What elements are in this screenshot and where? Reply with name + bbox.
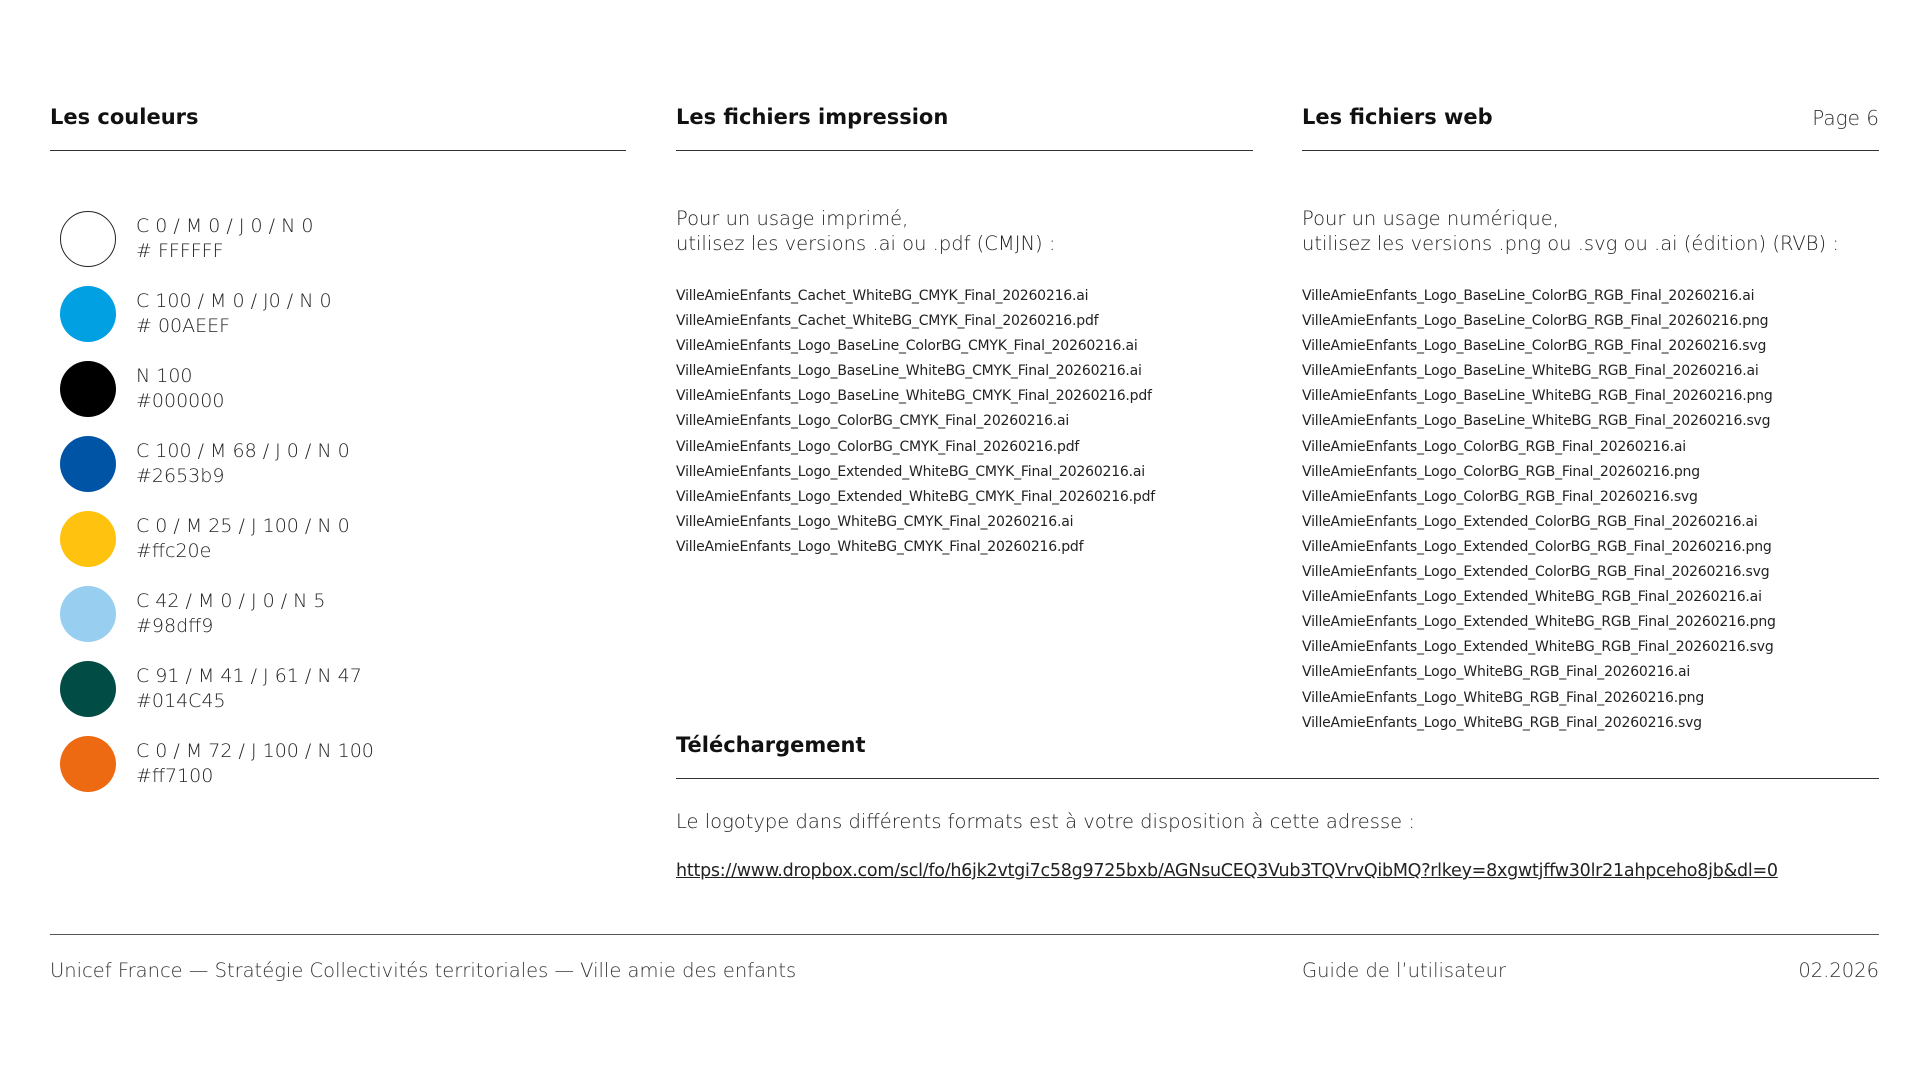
color-swatch-values (136, 364, 224, 414)
print-file-item: VilleAmieEnfants_Logo_WhiteBG_CMYK_Final_20260216.pdf (676, 538, 1084, 555)
colors-section-divider (50, 150, 626, 151)
print-files-section (676, 102, 1253, 555)
print-file-item: VilleAmieEnfants_Logo_Extended_WhiteBG_CMYK_Final_20260216.ai (676, 463, 1145, 480)
web-file-item: VilleAmieEnfants_Logo_BaseLine_WhiteBG_RGB_Final_20260216.png (1302, 388, 1773, 405)
web-file-item: VilleAmieEnfants_Logo_BaseLine_WhiteBG_RGB_Final_20260216.svg (1302, 413, 1771, 430)
color-swatch-values (136, 214, 313, 264)
print-file-list (676, 284, 1155, 560)
color-cmyk-value: C 0 / M 0 / J 0 / N 0 (136, 214, 314, 237)
web-file-item: VilleAmieEnfants_Logo_Extended_ColorBG_RGB_Final_20260216.png (1302, 538, 1772, 555)
color-swatch-row (60, 351, 374, 426)
color-hex-value: #000000 (136, 389, 225, 412)
color-hex-value: # FFFFFF (136, 239, 224, 262)
web-files-intro (1302, 206, 1839, 256)
print-files-divider (676, 150, 1253, 151)
color-hex-value: # 00AEEF (136, 314, 231, 337)
print-file-item: VilleAmieEnfants_Cachet_WhiteBG_CMYK_Final_20260216.ai (676, 288, 1089, 304)
color-hex-value: #ffc20e (136, 539, 212, 562)
color-swatch-values (136, 589, 326, 639)
color-hex-value: #014C45 (136, 689, 226, 712)
page-number: Page 6 (1812, 106, 1879, 130)
color-swatch-circle (60, 436, 116, 492)
download-title: Téléchargement (676, 733, 866, 757)
print-file-item: VilleAmieEnfants_Logo_BaseLine_WhiteBG_CMYK_Final_20260216.pdf (676, 388, 1152, 405)
download-divider (676, 778, 1879, 779)
print-file-item: VilleAmieEnfants_Logo_ColorBG_CMYK_Final_20260216.pdf (676, 438, 1080, 455)
color-swatch-circle (60, 736, 116, 792)
print-file-item: VilleAmieEnfants_Cachet_WhiteBG_CMYK_Final_20260216.pdf (676, 313, 1099, 330)
print-file-item: VilleAmieEnfants_Logo_Extended_WhiteBG_CMYK_Final_20260216.pdf (676, 488, 1155, 505)
footer-date: 02.2026 (1798, 959, 1879, 982)
color-swatch-circle (60, 661, 116, 717)
web-file-item: VilleAmieEnfants_Logo_BaseLine_ColorBG_RGB_Final_20260216.ai (1302, 288, 1755, 304)
color-swatch-circle (60, 586, 116, 642)
color-cmyk-value: C 100 / M 0 / J0 / N 0 (136, 289, 332, 312)
web-file-item: VilleAmieEnfants_Logo_WhiteBG_RGB_Final_20260216.png (1302, 689, 1705, 706)
web-file-item: VilleAmieEnfants_Logo_Extended_WhiteBG_RGB_Final_20260216.ai (1302, 589, 1762, 606)
color-swatch-row (60, 201, 374, 276)
web-file-item: VilleAmieEnfants_Logo_Extended_WhiteBG_RGB_Final_20260216.svg (1302, 639, 1774, 656)
web-intro-line-2: utilisez les versions .png ou .svg ou .ai (édition) (RVB) : (1302, 232, 1839, 255)
color-cmyk-value: C 0 / M 72 / J 100 / N 100 (136, 739, 374, 762)
color-cmyk-value: N 100 (136, 364, 193, 387)
print-files-title: Les fichiers impression (676, 105, 949, 129)
web-file-item: VilleAmieEnfants_Logo_ColorBG_RGB_Final_20260216.ai (1302, 438, 1686, 455)
color-swatch-row (60, 501, 374, 576)
print-intro-line-2: utilisez les versions .ai ou .pdf (CMJN) : (676, 232, 1056, 255)
web-intro-line-1: Pour un usage numérique, (1302, 207, 1559, 230)
color-swatch-row (60, 651, 374, 726)
color-swatch-row (60, 426, 374, 501)
print-file-item: VilleAmieEnfants_Logo_BaseLine_ColorBG_CMYK_Final_20260216.ai (676, 338, 1138, 355)
web-file-item: VilleAmieEnfants_Logo_ColorBG_RGB_Final_20260216.svg (1302, 488, 1698, 505)
web-file-item: VilleAmieEnfants_Logo_Extended_ColorBG_RGB_Final_20260216.ai (1302, 513, 1758, 530)
color-swatch-row (60, 276, 374, 351)
color-cmyk-value: C 0 / M 25 / J 100 / N 0 (136, 514, 350, 537)
colors-section-title: Les couleurs (50, 105, 199, 129)
color-cmyk-value: C 100 / M 68 / J 0 / N 0 (136, 439, 350, 462)
web-file-item: VilleAmieEnfants_Logo_BaseLine_WhiteBG_RGB_Final_20260216.ai (1302, 363, 1759, 380)
color-swatch-row (60, 726, 374, 801)
colors-section (50, 102, 626, 787)
color-cmyk-value: C 42 / M 0 / J 0 / N 5 (136, 589, 326, 612)
footer-organization: Unicef France — Stratégie Collectivités territoriales — Ville amie des enfants (50, 959, 797, 982)
color-swatch-circle (60, 361, 116, 417)
color-swatch-circle (60, 286, 116, 342)
web-file-item: VilleAmieEnfants_Logo_WhiteBG_RGB_Final_20260216.svg (1302, 714, 1702, 731)
web-files-divider (1302, 150, 1879, 151)
color-hex-value: #2653b9 (136, 464, 225, 487)
print-file-item: VilleAmieEnfants_Logo_BaseLine_WhiteBG_CMYK_Final_20260216.ai (676, 363, 1142, 380)
print-files-intro (676, 206, 1055, 256)
color-swatch-row (60, 576, 374, 651)
web-file-item: VilleAmieEnfants_Logo_WhiteBG_RGB_Final_20260216.ai (1302, 664, 1691, 681)
web-file-item: VilleAmieEnfants_Logo_Extended_WhiteBG_RGB_Final_20260216.png (1302, 614, 1776, 631)
color-cmyk-value: C 91 / M 41 / J 61 / N 47 (136, 664, 362, 687)
download-section (676, 728, 1879, 883)
color-swatch-values (136, 439, 350, 489)
footer-document-title: Guide de l’utilisateur (1302, 959, 1507, 982)
color-hex-value: #98dff9 (136, 614, 214, 637)
download-link[interactable]: https://www.dropbox.com/scl/fo/h6jk2vtgi7c58g9725bxb/AGNsuCEQ3Vub3TQVrvQibMQ?rlkey=8xgwtjffw30lr21ahpceho8jb&dl=0 (676, 861, 1778, 881)
web-files-section (1302, 102, 1879, 731)
color-swatch-values (136, 739, 374, 789)
color-swatch-circle (60, 211, 116, 267)
print-file-item: VilleAmieEnfants_Logo_ColorBG_CMYK_Final_20260216.ai (676, 413, 1070, 430)
color-swatch-values (136, 514, 350, 564)
print-intro-line-1: Pour un usage imprimé, (676, 207, 909, 230)
print-file-item: VilleAmieEnfants_Logo_WhiteBG_CMYK_Final_20260216.ai (676, 513, 1074, 530)
web-file-list (1302, 284, 1776, 736)
footer-divider (50, 934, 1879, 935)
web-file-item: VilleAmieEnfants_Logo_BaseLine_ColorBG_RGB_Final_20260216.png (1302, 313, 1769, 330)
color-swatch-circle (60, 511, 116, 567)
web-file-item: VilleAmieEnfants_Logo_Extended_ColorBG_RGB_Final_20260216.svg (1302, 564, 1770, 581)
web-files-title: Les fichiers web (1302, 105, 1493, 129)
color-swatch-list (60, 201, 374, 801)
color-swatch-values (136, 664, 362, 714)
color-hex-value: #ff7100 (136, 764, 214, 787)
web-file-item: VilleAmieEnfants_Logo_BaseLine_ColorBG_RGB_Final_20260216.svg (1302, 338, 1767, 355)
download-description: Le logotype dans différents formats est à votre disposition à cette adresse : (676, 810, 1415, 833)
web-file-item: VilleAmieEnfants_Logo_ColorBG_RGB_Final_20260216.png (1302, 463, 1700, 480)
color-swatch-values (136, 289, 332, 339)
